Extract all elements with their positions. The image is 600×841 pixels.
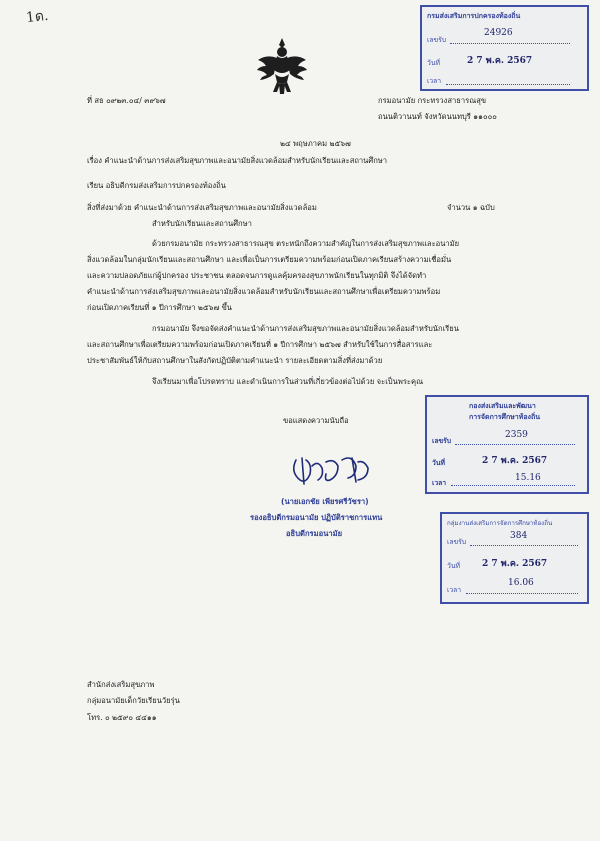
enclosure-count: จำนวน ๑ ฉบับ <box>447 203 495 212</box>
body-para1-line2: สิ่งแวดล้อมในกลุ่มนักเรียนและสถานศึกษา และเพื่อเป็นการเตรียมความพร้อมก่อนเปิดภาคเรียนสร้างความเชื่อมั่น <box>87 255 452 264</box>
stamp-bottom-receive-number: 384 <box>510 531 528 541</box>
stamp-top-time-label: เวลา <box>427 77 442 85</box>
stamp-top-date-label: วันที่ <box>427 59 440 67</box>
stamp-top-title: กรมส่งเสริมการปกครองท้องถิ่น <box>427 12 521 20</box>
stamp-bottom-time: 16.06 <box>508 578 534 588</box>
footer-group: กลุ่มอนามัยเด็กวัยเรียนวัยรุ่น <box>87 696 180 705</box>
stamp-middle-receive-label: เลขรับ <box>432 437 452 445</box>
stamp-middle-time-label: เวลา <box>432 479 447 487</box>
body-para1-line5: ก่อนเปิดภาคเรียนที่ ๑ ปีการศึกษา ๒๕๖๗ ขึ้น <box>87 303 232 312</box>
stamp-middle-time: 15.16 <box>515 473 541 483</box>
body-para2-line1: กรมอนามัย จึงขอจัดส่งคำแนะนำด้านการส่งเสริมสุขภาพและอนามัยสิ่งแวดล้อมสำหรับนักเรียน <box>152 324 459 333</box>
body-para3: จึงเรียนมาเพื่อโปรดทราบ และดำเนินการในส่วนที่เกี่ยวข้องต่อไปด้วย จะเป็นพระคุณ <box>152 377 424 386</box>
receiving-stamp-middle <box>425 395 589 494</box>
signer-name: (นายเอกชัย เพียรศรีวัชรา) <box>281 497 369 506</box>
stamp-bottom-date: 2 7 พ.ค. 2567 <box>482 559 548 569</box>
footer-department: สำนักส่งเสริมสุขภาพ <box>87 680 155 689</box>
letter-subject: เรื่อง คำแนะนำด้านการส่งเสริมสุขภาพและอนามัยสิ่งแวดล้อมสำหรับนักเรียนและสถานศึกษา <box>87 156 388 165</box>
body-para2-line2: และสถานศึกษาเพื่อเตรียมความพร้อมก่อนเปิดภาคเรียนที่ ๑ ปีการศึกษา ๒๕๖๗ สำหรับใช้ในการสื่อสารและ <box>87 340 433 349</box>
enclosure-line1: สิ่งที่ส่งมาด้วย คำแนะนำด้านการส่งเสริมสุขภาพและอนามัยสิ่งแวดล้อม <box>87 203 317 212</box>
reference-number: ที่ สธ ๐๙๒๓.๐๔/ ๓๙๖๗ <box>87 96 166 105</box>
handwritten-page-number: 1ด. <box>25 7 50 27</box>
stamp-middle-title2: การจัดการศึกษาท้องถิ่น <box>469 413 540 421</box>
stamp-bottom-receive-label: เลขรับ <box>447 538 467 546</box>
body-para2-line3: ประชาสัมพันธ์ให้กับสถานศึกษาในสังกัดปฏิบัติตามคำแนะนำ รายละเอียดตามสิ่งที่ส่งมาด้วย <box>87 356 383 365</box>
receiving-stamp-bottom <box>440 512 589 604</box>
signer-position2: อธิบดีกรมอนามัย <box>286 529 343 538</box>
garuda-emblem-icon <box>255 36 309 96</box>
stamp-top-date: 2 7 พ.ค. 2567 <box>467 56 533 66</box>
stamp-top-receive-number: 24926 <box>484 28 513 38</box>
body-para1-line4: คำแนะนำด้านการส่งเสริมสุขภาพและอนามัยสิ่งแวดล้อมสำหรับนักเรียนและสถานศึกษาเพื่อเตรียมความพร้อม <box>87 287 441 296</box>
stamp-middle-date-label: วันที่ <box>432 459 445 467</box>
signer-position1: รองอธิบดีกรมอนามัย ปฏิบัติราชการแทน <box>250 513 383 522</box>
body-para1-line3: และความปลอดภัยแก่ผู้ปกครอง ประชาชน ตลอดจนการดูแลคุ้มครองสุขภาพนักเรียนในทุกมิติ จึงได้จัดทำ <box>87 271 427 280</box>
stamp-top-receive-label: เลขรับ <box>427 36 447 44</box>
letter-recipient: เรียน อธิบดีกรมส่งเสริมการปกครองท้องถิ่น <box>87 181 226 190</box>
footer-phone: โทร. ๐ ๒๕๙๐ ๔๔๑๑ <box>87 713 157 722</box>
signature-icon <box>288 452 378 490</box>
receiving-stamp-top <box>420 5 589 91</box>
stamp-middle-receive-number: 2359 <box>505 430 528 440</box>
body-para1-line1: ด้วยกรมอนามัย กระทรวงสาธารณสุข ตระหนักถึงความสำคัญในการส่งเสริมสุขภาพและอนามัย <box>152 239 460 248</box>
enclosure-line2: สำหรับนักเรียนและสถานศึกษา <box>152 219 252 228</box>
office-address-line1: กรมอนามัย กระทรวงสาธารณสุข <box>378 96 487 105</box>
office-address-line2: ถนนติวานนท์ จังหวัดนนทบุรี ๑๑๐๐๐ <box>378 112 497 121</box>
closing-phrase: ขอแสดงความนับถือ <box>283 416 349 425</box>
stamp-middle-title1: กองส่งเสริมและพัฒนา <box>469 402 536 410</box>
letter-date: ๒๔ พฤษภาคม ๒๕๖๗ <box>280 139 351 148</box>
stamp-bottom-time-label: เวลา <box>447 586 462 594</box>
stamp-bottom-title: กลุ่มงานส่งเสริมการจัดการศึกษาท้องถิ่น <box>447 520 553 527</box>
stamp-middle-date: 2 7 พ.ค. 2567 <box>482 456 548 466</box>
stamp-bottom-date-label: วันที่ <box>447 562 460 570</box>
